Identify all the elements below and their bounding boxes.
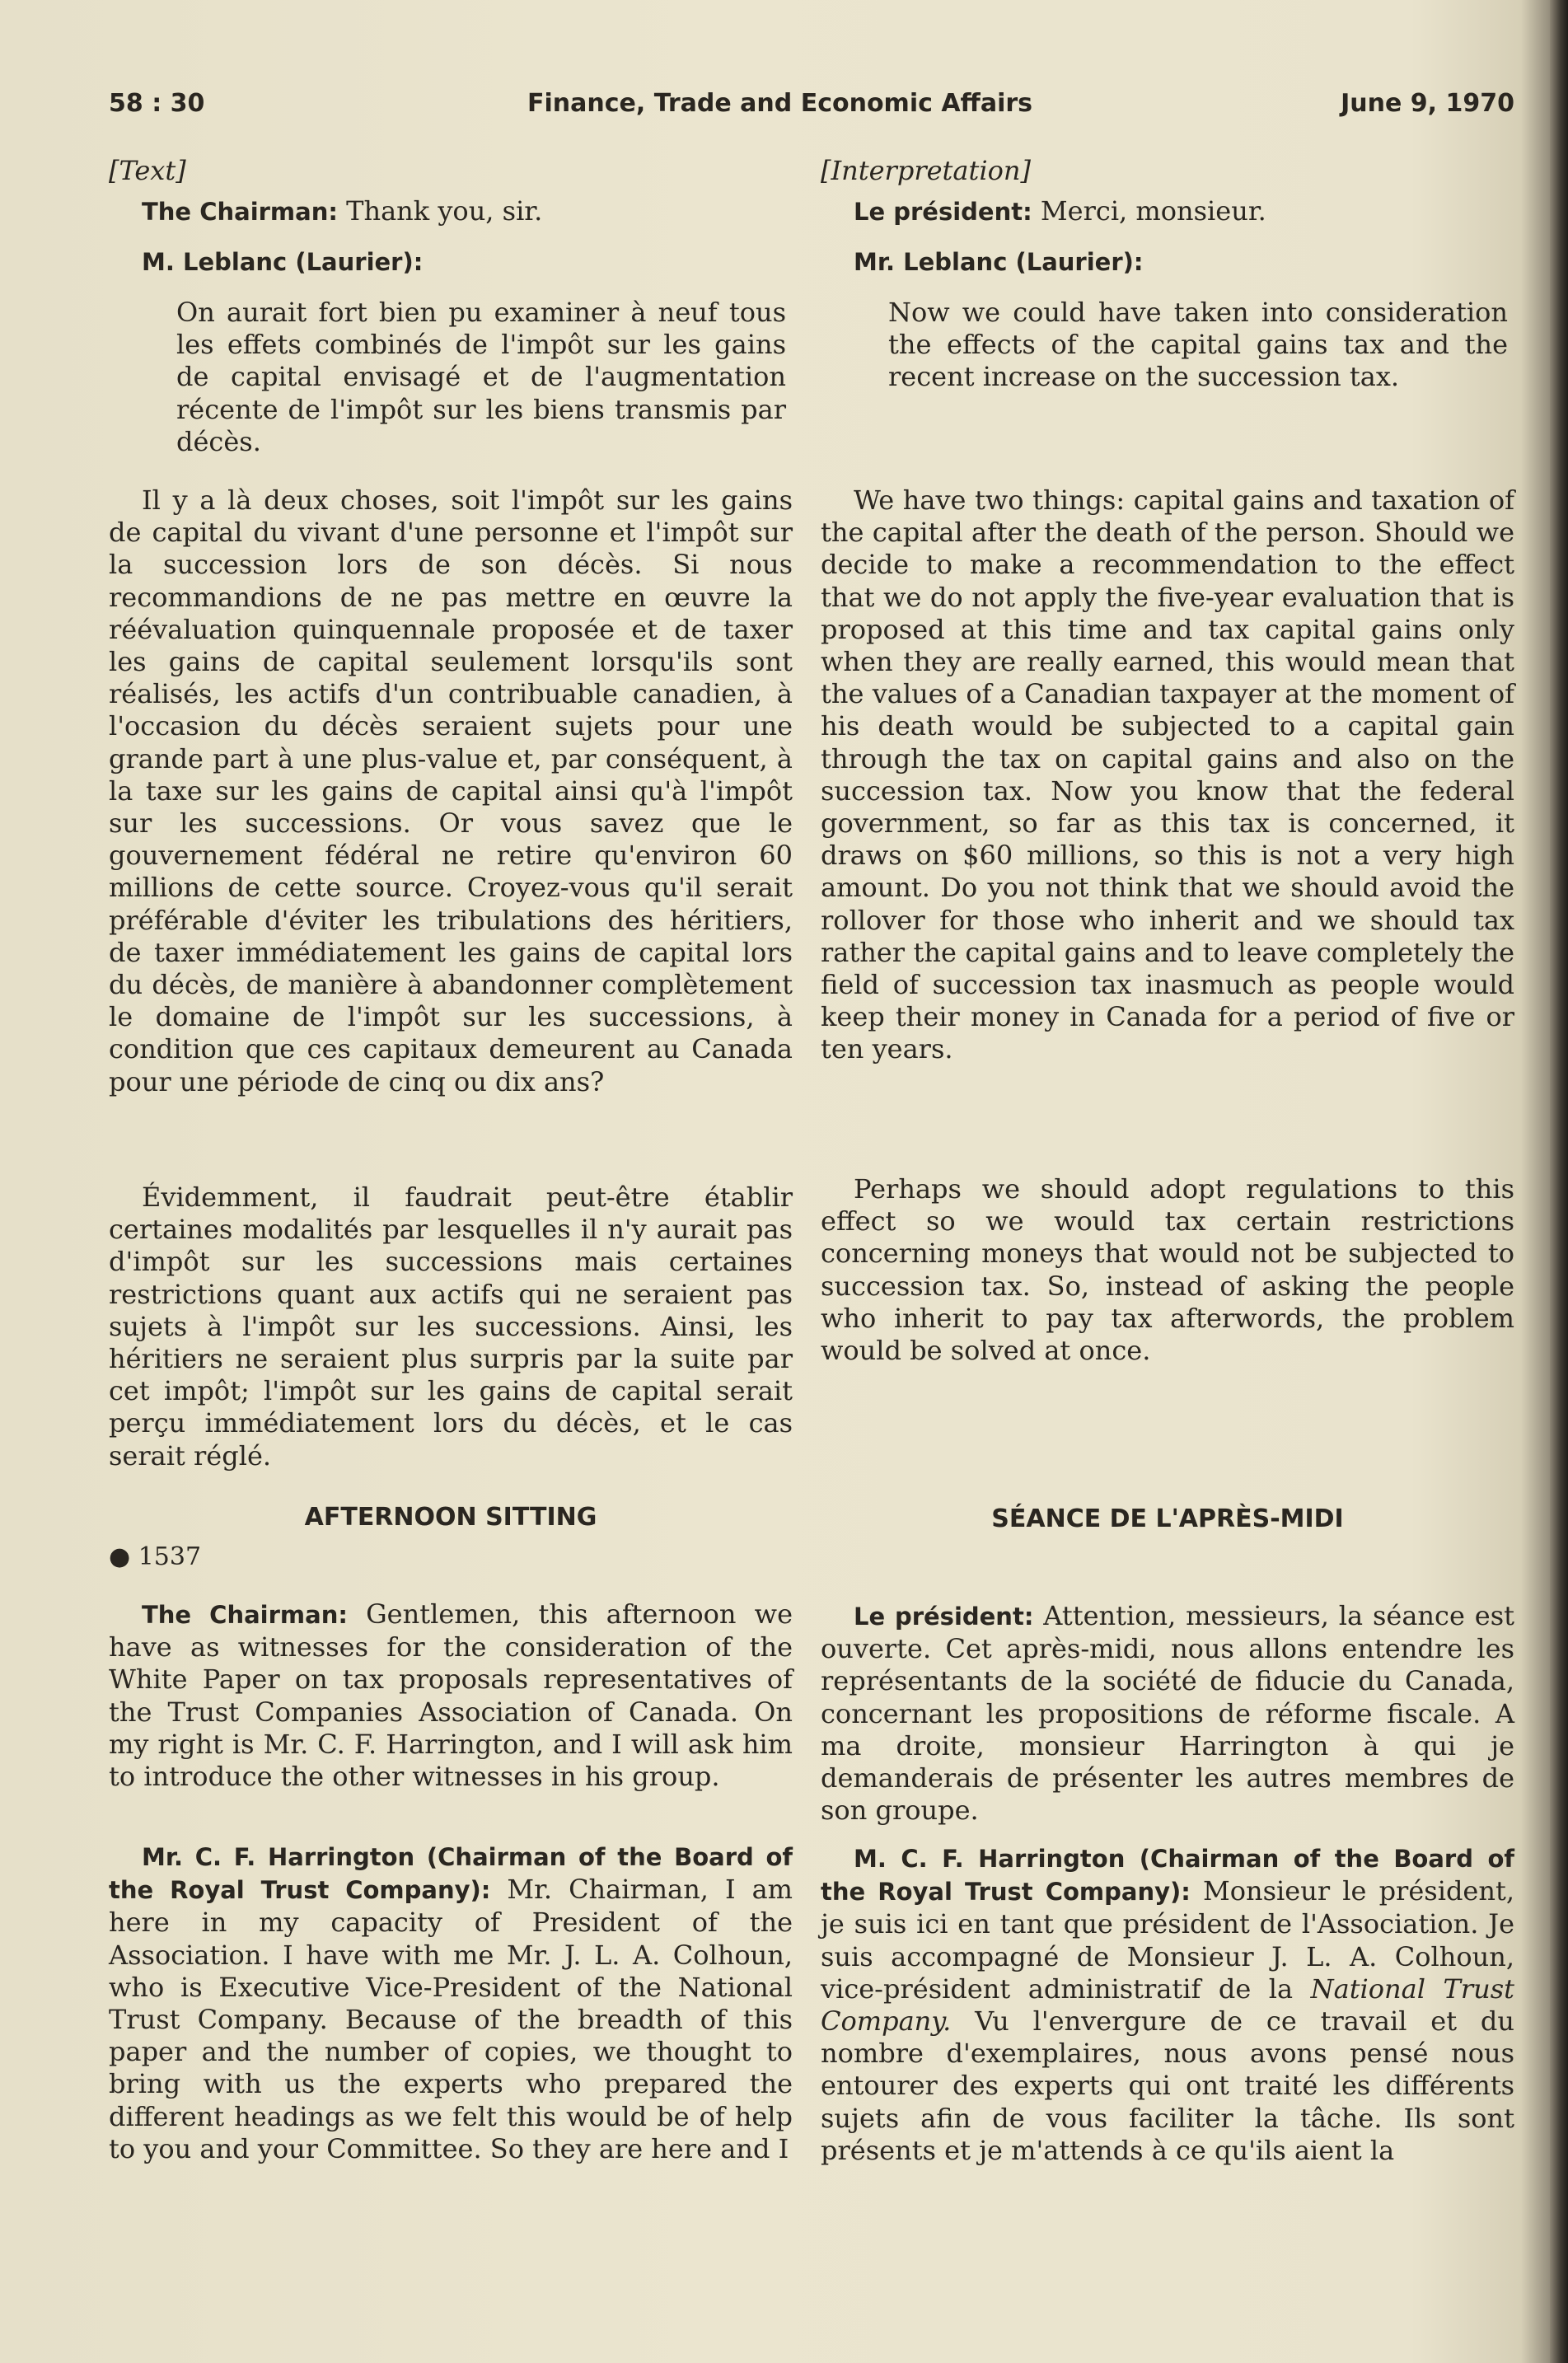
book-spine-shadow <box>1550 0 1568 2363</box>
right-paragraph-1: We have two things: capital gains and taxation of the capital after the death of the person. Should we decide to make a recommendation to the effect that we do not apply the five-year evaluation that is proposed at this time and tax capital gains only when they are really earned, this would mean that the values of a Canadian taxpayer at the moment of his death would be subjected to a capital gain through the tax on capital gains and also on the succession tax. Now you know that the federal government, so far as this tax is concerned, it draws on $60 millions, so this is not a very high amount. Do you not think that we should avoid the rollover for those who inherit and we should tax rather the capital gains and to leave completely the field of succession tax inasmuch as people would keep their money in Canada for a period of five or ten years. <box>821 484 1514 1065</box>
seance-heading: SÉANCE DE L'APRÈS-MIDI <box>991 1504 1344 1533</box>
right-paragraph-2: Perhaps we should adopt regulations to this effect so we would tax certain restrictions concerning moneys that would not be subjected to succession tax. So, instead of asking the people who inherit to pay tax afterwords, the problem would be solved at once. <box>821 1173 1514 1367</box>
leblanc-speaker: M. Leblanc (Laurier): <box>142 248 424 276</box>
time-marker: ● 1537 <box>109 1542 202 1571</box>
page-header <box>109 89 1514 130</box>
interpretation-label: [Interpretation] <box>821 155 1031 186</box>
issue-date: June 9, 1970 <box>1341 89 1514 118</box>
president-thanks: Le président: Merci, monsieur. <box>854 195 1266 227</box>
right-president-intro: Le président: Attention, messieurs, la séance est ouverte. Cet après-midi, nous allons entendre les représentants de la société de fiducie du Canada, concernant les propositions de réforme fiscale. A ma droite, monsieur Harrington à qui je demanderais de présenter les autres membres de son groupe. <box>821 1600 1514 1827</box>
leblanc-quote-translated: Now we could have taken into consideration the effects of the capital gains tax and the recent increase on the succession tax. <box>888 297 1508 393</box>
left-chairman-intro: The Chairman: Gentlemen, this afternoon we have as witnesses for the consideration of the White Paper on tax proposals representatives of the Trust Companies Association of Canada. On my right is Mr. C. F. Harrington, and I will ask him to introduce the other witnesses in his group. <box>109 1598 793 1793</box>
right-harrington-reply: M. C. F. Harrington (Chairman of the Board of the Royal Trust Company): Monsieur le président, je suis ici en tant que président de l'Association. Je suis accompagné de Monsieur J. L. A. Colhoun, vice-président administratif de la National Trust Company. Vu l'envergure de ce travail et du nombre d'exemplaires, nous avons pensé nous entourer des experts qui ont traité les différents sujets afin de vous faciliter la tâche. Ils sont présents et je m'attends à ce qu'ils aient la <box>821 1845 1515 2166</box>
left-harrington-reply: Mr. C. F. Harrington (Chairman of the Board of the Royal Trust Company): Mr. Chairman, I am here in my capacity of President of the Association. I have with me Mr. J. L. A. Colhoun, who is Executive Vice-President of the National Trust Company. Because of the breadth of this paper and the number of copies, we thought to bring with us the experts who prepared the different headings as we felt this would be of help to you and your Committee. So they are here and I <box>109 1843 793 2164</box>
left-paragraph-2: Évidemment, il faudrait peut-être établir certaines modalités par lesquelles il n'y aurait pas d'impôt sur les successions mais certaines restrictions quant aux actifs qui ne seraient pas sujets à l'impôt sur les successions. Ainsi, les héritiers ne seraient plus surpris par la suite par cet impôt; l'impôt sur les gains de capital serait perçu immédiatement lors du décès, et le cas serait réglé. <box>109 1182 793 1472</box>
leblanc-speaker-translated: Mr. Leblanc (Laurier): <box>854 248 1144 276</box>
afternoon-sitting-heading: AFTERNOON SITTING <box>304 1503 597 1532</box>
left-paragraph-1: Il y a là deux choses, soit l'impôt sur les gains de capital du vivant d'une personne et l'impôt sur la succession lors de son décès. Si nous recommandions de ne pas mettre en œuvre la réévaluation quinquennale proposée et de taxer les gains de capital seulement lorsqu'ils sont réalisés, les actifs d'un contribuable canadien, à l'occasion du décès seraient sujets pour une grande part à une plus-value et, par conséquent, à la taxe sur les gains de capital ainsi qu'à l'impôt sur les successions. Or vous savez que le gouvernement fédéral ne retire qu'environ 60 millions de cette source. Croyez-vous qu'il serait préférable d'éviter les tribulations des héritiers, de taxer immédiatement les gains de capital lors du décès, de manière à abandonner complètement le domaine de l'impôt sur les successions, à condition que ces capitaux demeurent au Canada pour une période de cinq ou dix ans? <box>109 484 793 1097</box>
publication-title: Finance, Trade and Economic Affairs <box>527 89 1033 118</box>
company-name: National Trust Company. <box>821 1972 1515 2038</box>
leblanc-quote: On aurait fort bien pu examiner à neuf tous les effets combinés de l'impôt sur les gains de capital envisagé et de l'augmentation récente de l'impôt sur les biens transmis par décès. <box>176 297 786 457</box>
chairman-thanks: The Chairman: Thank you, sir. <box>142 195 543 227</box>
text-label: [Text] <box>109 155 186 186</box>
page-number: 58 : 30 <box>109 89 205 118</box>
